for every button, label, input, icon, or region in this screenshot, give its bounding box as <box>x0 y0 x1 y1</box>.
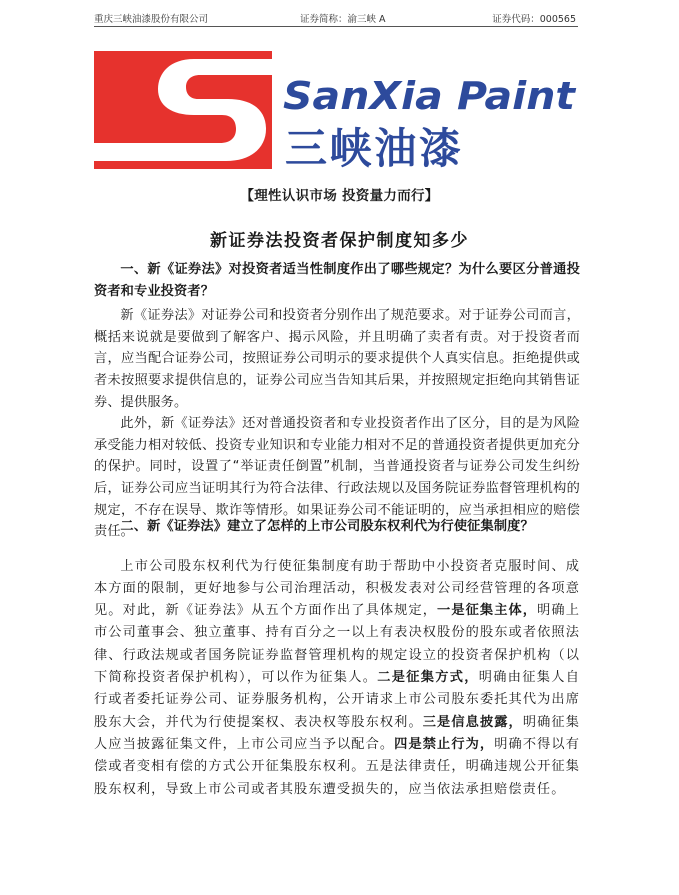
logo-brand-cn: 三峡油漆 <box>285 124 461 169</box>
point-1-text: 明确上市公司董事会、独立董事、持有百分之一以上有表决权股份的股东或者依照法律、行政法规或者国务院证券监督管理机构的规定设立的投资者保护机构（以下简称投资者保护机构），可以作为征集人。 <box>94 603 580 686</box>
section-1-paragraph-1: 新《证券法》对证券公司和投资者分别作出了规范要求。对于证券公司而言，概括来说就是要做到了解客户、揭示风险，并且明确了卖者有责。对于投资者而言，应当配合证券公司，按照证券公司明示的要求提供个人真实信息。拒绝提供或者未按照要求提供信息的，证券公司应当告知其后果，并按照规定拒绝向其销售证券、提供服务。 <box>94 308 580 410</box>
point-4-text: 明确不得以有偿或者变相有偿的方式公开征集股东权利。 <box>94 736 580 775</box>
section-2-heading: 二、新《证券法》建立了怎样的上市公司股东权利代为行使征集制度？ <box>120 519 534 534</box>
logo-brand-en: SanXia Paint <box>283 74 577 118</box>
point-5-label: 五是法律责任， <box>365 759 466 775</box>
section-2-paragraph <box>94 556 580 801</box>
header-code: 证券代码：000565 <box>492 14 576 25</box>
point-2-label: 二是征集方式， <box>377 670 479 686</box>
point-2-text: 明确由征集人自行或者委托证券公司、证券服务机构，公开请求上市公司股东委托其代为出席股东大会，并代为行使提案权、表决权等股东权利。 <box>94 670 581 730</box>
sanxia-paint-logo <box>94 51 580 169</box>
logo-emblem-icon <box>94 51 272 169</box>
header-divider <box>94 26 578 27</box>
section-1-heading: 一、新《证券法》对投资者适当性制度作出了哪些规定？为什么要区分普通投资者和专业投资者？ <box>94 262 580 299</box>
point-3-text: 明确征集人应当披露征集文件，上市公司应当予以配合。 <box>94 714 580 752</box>
point-4-label: 四是禁止行为， <box>394 736 495 752</box>
header-short-name: 证券简称：渝三峡 A <box>300 14 386 25</box>
section-1 <box>94 259 580 543</box>
point-1-label: 一是征集主体， <box>437 603 538 619</box>
document-header <box>94 11 578 25</box>
section-2 <box>94 516 580 801</box>
section-2-intro: 上市公司股东权利代为行使征集制度有助于帮助中小投资者克服时间、成本方面的限制，更好地参与公司治理活动，积极发表对公司经营管理的各项意见。对此，新《证券法》从五个方面作出了具体规定， <box>94 558 580 619</box>
slogan: 【理性认识市场 投资量力而行】 <box>240 188 439 204</box>
point-3-label: 三是信息披露， <box>422 714 523 730</box>
section-1-paragraph-2: 此外，新《证券法》还对普通投资者和专业投资者作出了区分，目的是为风险承受能力相对较低、投资专业知识和专业能力相对不足的普通投资者提供更加充分的保护。同时，设置了“举证责任倒置”机制，当普通投资者与证券公司发生纠纷后，证券公司应当证明其行为符合法律、行政法规以及国务院证券监督管理机构的规定，不存在误导、欺诈等情形。如果证券公司不能证明的，应当承担相应的赔偿责任。 <box>94 416 580 540</box>
header-company: 重庆三峡油漆股份有限公司 <box>94 14 209 25</box>
point-5-text: 明确违规公开征集股东权利，导致上市公司或者其股东遭受损失的，应当依法承担赔偿责任。 <box>94 759 580 797</box>
page-title: 新证券法投资者保护制度知多少 <box>210 231 469 251</box>
